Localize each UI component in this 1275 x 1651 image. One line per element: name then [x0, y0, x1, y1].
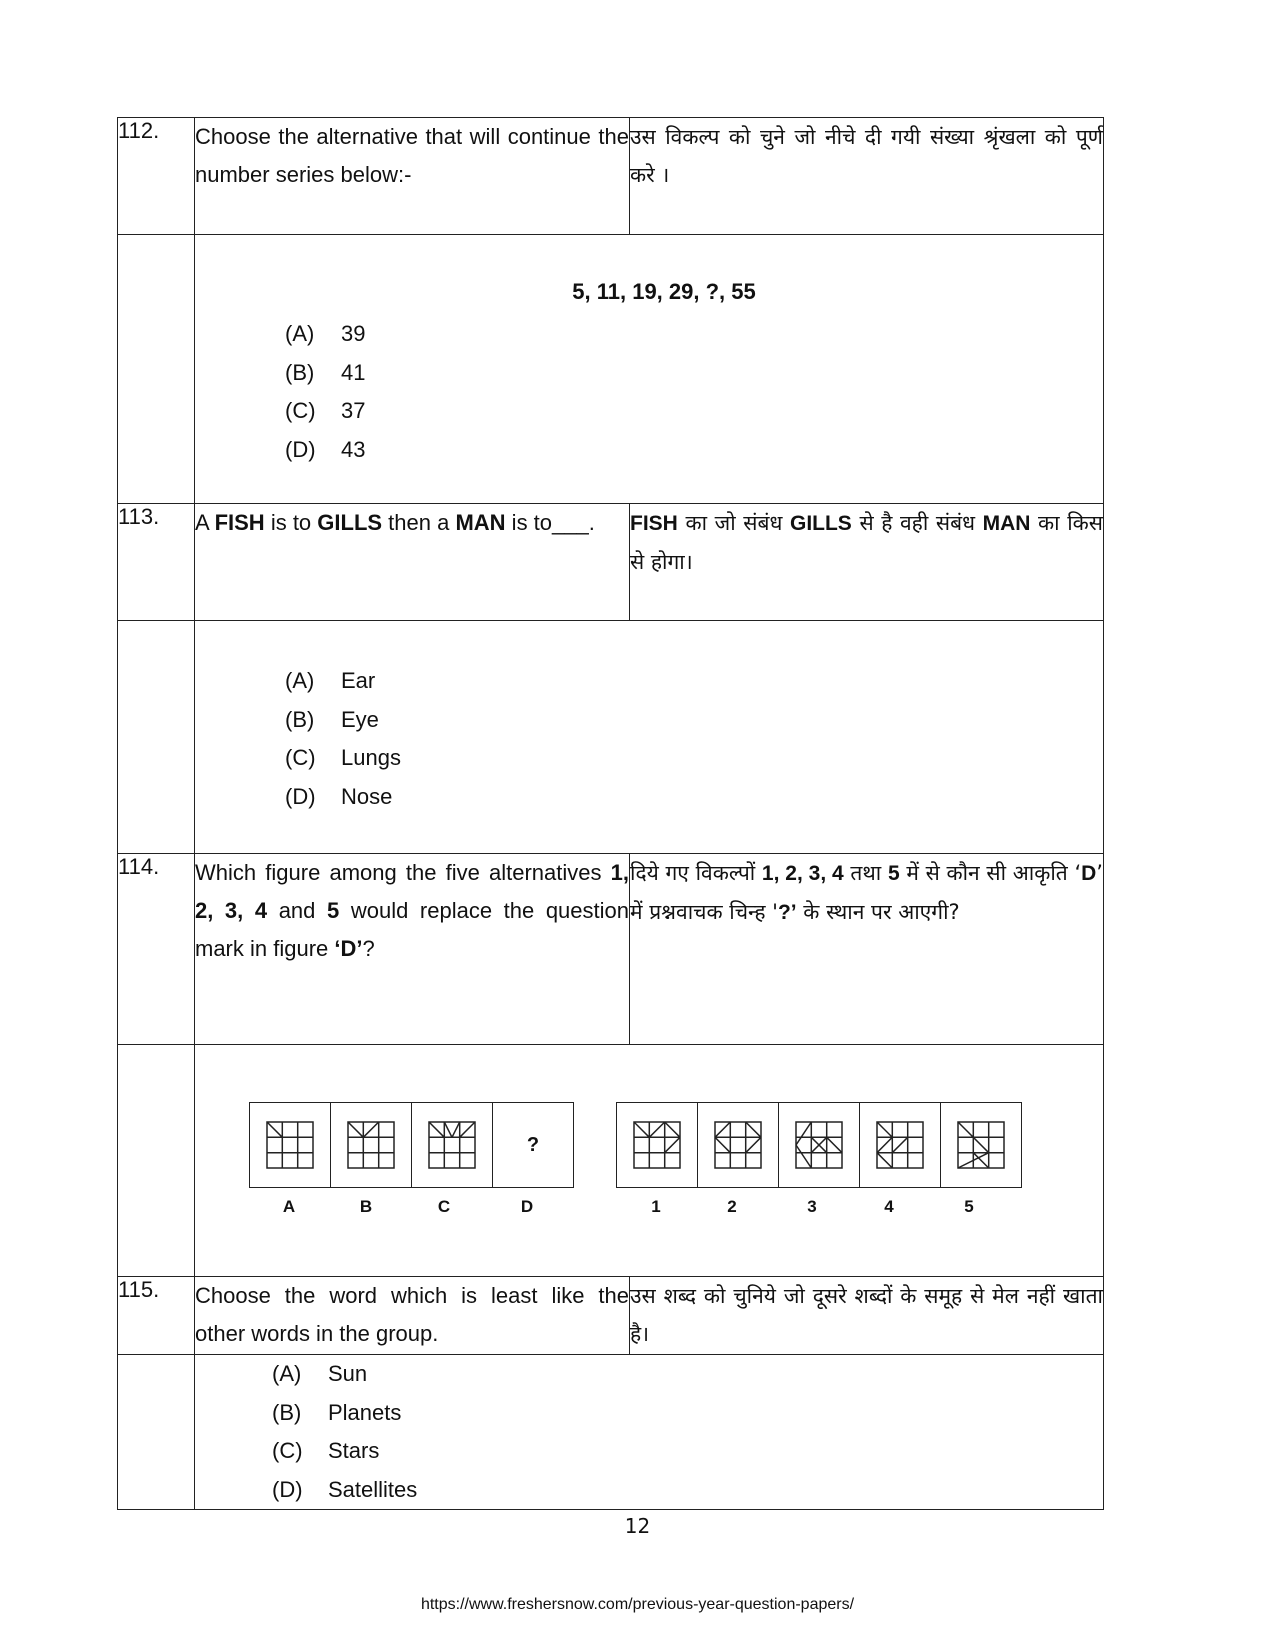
grid-figure-icon	[957, 1121, 1005, 1169]
option[interactable]: (B) 41	[285, 359, 366, 385]
figure-label: D	[520, 1197, 534, 1216]
options-list	[195, 621, 1103, 816]
footer-url[interactable]: https://www.freshersnow.com/previous-year-question-papers/	[420, 1596, 855, 1613]
question-figures	[249, 1102, 574, 1188]
grid-figure-icon	[347, 1121, 395, 1169]
option[interactable]: (C) 37	[285, 398, 366, 423]
figure-label: A	[282, 1197, 296, 1216]
option[interactable]: (D) Satellites	[272, 1476, 418, 1502]
empty-cell	[118, 621, 195, 854]
figures-row-114	[118, 1045, 1104, 1277]
grid-figure-icon	[714, 1121, 762, 1169]
question-mark: ?	[526, 1133, 540, 1156]
question-number: 114.	[118, 854, 195, 1045]
option[interactable]: (B) Eye	[285, 706, 379, 732]
answer-label: 1	[651, 1197, 661, 1216]
figure-d	[493, 1103, 573, 1187]
option[interactable]: (D) Nose	[285, 783, 393, 809]
number-series: 5, 11, 19, 29, ?, 55	[572, 279, 756, 304]
answer-figure-3[interactable]	[779, 1103, 860, 1187]
question-row-113	[118, 504, 1104, 621]
question-number: 112.	[118, 118, 195, 235]
option[interactable]: (A) Ear	[285, 668, 376, 693]
question-row-114	[118, 854, 1104, 1045]
question-text-hindi: उस शब्द को चुनिये जो दूसरे शब्दों के समूह से मेल नहीं खाता है।	[630, 1277, 1104, 1355]
question-text-hindi: उस विकल्प को चुने जो नीचे दी गयी संख्या श्रृंखला को पूर्ण करे ।	[630, 118, 1104, 235]
option[interactable]: (A) 39	[285, 321, 366, 346]
question-number: 115.	[118, 1277, 195, 1355]
question-text-hindi: FISH का जो संबंध GILLS से है वही संबंध MAN का किस से होगा।	[630, 504, 1104, 621]
figures-cell	[195, 1045, 1104, 1277]
grid-figure-icon	[633, 1121, 681, 1169]
options-cell	[195, 621, 1104, 854]
grid-figure-icon	[428, 1121, 476, 1169]
question-text-english: A FISH is to GILLS then a MAN is to___.	[195, 504, 630, 621]
question-number: 113.	[118, 504, 195, 621]
options-cell	[195, 1355, 1104, 1510]
figure-c	[412, 1103, 493, 1187]
grid-figure-icon	[795, 1121, 843, 1169]
options-row-112	[118, 235, 1104, 504]
options-row-115	[118, 1355, 1104, 1510]
answer-figure-4[interactable]	[860, 1103, 941, 1187]
answer-figure-2[interactable]	[698, 1103, 779, 1187]
question-text-english: Choose the alternative that will continue the number series below:-	[195, 118, 630, 235]
option[interactable]: (D) 43	[285, 436, 366, 462]
figure-a	[250, 1103, 331, 1187]
answer-figures	[616, 1102, 1022, 1188]
question-row-115	[118, 1277, 1104, 1355]
page-number: 12	[624, 1514, 651, 1538]
empty-cell	[118, 235, 195, 504]
answer-label: 3	[807, 1197, 817, 1216]
options-list	[195, 1355, 1103, 1509]
option[interactable]: (B) Planets	[272, 1399, 402, 1425]
answer-label: 5	[964, 1197, 974, 1216]
grid-figure-icon	[266, 1121, 314, 1169]
question-row-112	[118, 118, 1104, 235]
question-text-english: Choose the word which is least like the other words in the group.	[195, 1277, 630, 1355]
options-cell	[195, 235, 1104, 504]
figure-area	[195, 1045, 1103, 1275]
options-row-113	[118, 621, 1104, 854]
figure-label: B	[359, 1197, 373, 1216]
options-list	[195, 315, 1103, 469]
option[interactable]: (C) Stars	[272, 1438, 380, 1463]
option[interactable]: (C) Lungs	[285, 745, 401, 770]
empty-cell	[118, 1355, 195, 1510]
grid-figure-icon	[876, 1121, 924, 1169]
answer-figure-5[interactable]	[941, 1103, 1021, 1187]
question-table	[117, 117, 1104, 1510]
question-text-hindi: दिये गए विकल्पों 1, 2, 3, 4 तथा 5 में से कौन सी आकृति ‘D’ में प्रश्नवाचक चिन्ह '?’ के स्थान पर आएगी?	[630, 854, 1104, 1045]
empty-cell	[118, 1045, 195, 1277]
answer-figure-1[interactable]	[617, 1103, 698, 1187]
answer-label: 4	[884, 1197, 894, 1216]
figure-b	[331, 1103, 412, 1187]
answer-label: 2	[727, 1197, 737, 1216]
figure-label: C	[437, 1197, 451, 1216]
option[interactable]: (A) Sun	[272, 1361, 368, 1386]
question-text-english: Which figure among the five alternatives 1, 2, 3, 4 and 5 would replace the question mark in figure ‘D’?	[195, 854, 630, 1045]
